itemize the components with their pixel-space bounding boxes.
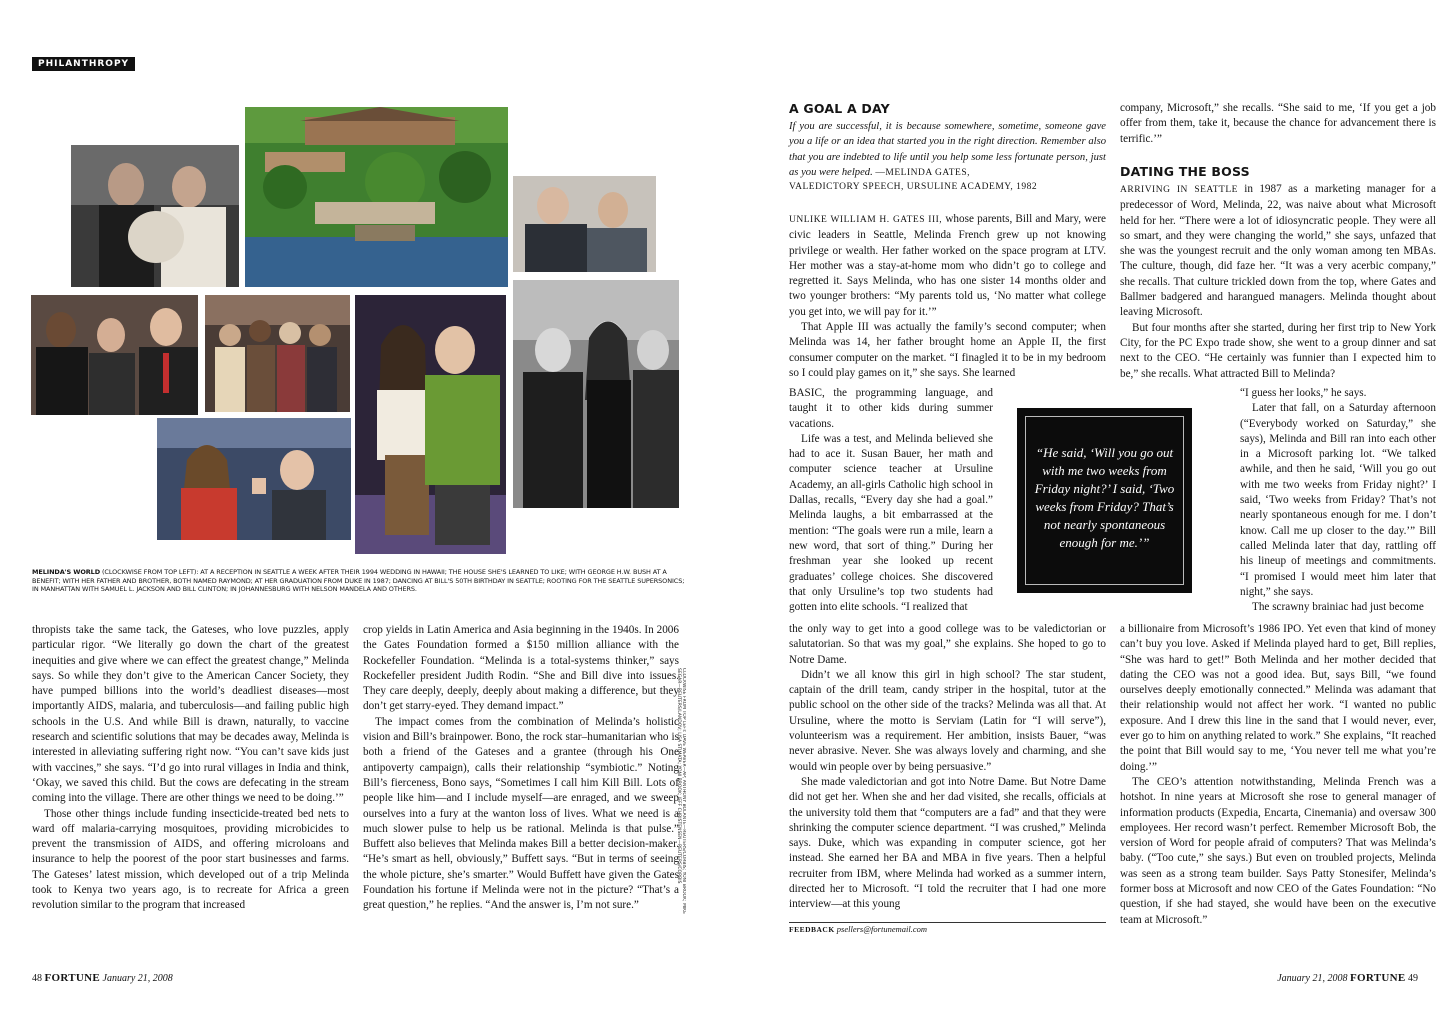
- goal-attribution: —MELINDA GATES,: [875, 167, 970, 178]
- paragraph-text: The scrawny brainiac had just become: [1252, 601, 1424, 614]
- paragraph-text: Those other things include funding insecticide-treated bed nets to ward off malaria-carrying mosquitoes, providing microbicides to prevent the transmission of AIDS, and offering microloans and insurance to help the poorest of the poor start businesses and farms. The Gateses’ latest mission, which developed out of a trip Melinda took to Kenya two years ago, is to recreate for Africa a green revolution similar to the program that increased: [32, 807, 349, 912]
- feedback-label: FEEDBACK: [789, 925, 835, 934]
- caption-lead: MELINDA'S WORLD: [32, 568, 101, 576]
- paragraph-text: company, Microsoft,” she recalls. “She said to me, ‘If you get a job offer from them, take it, because the chance for advancement there is terrific.’”: [1120, 102, 1436, 145]
- photo-credit: CLOCKWISE FROM TOP LEFT: DAVE WEAVER—AP; ANTHONY BOLANTE—REUTERS/CORBIS; YONI BROOK; MIKE SEGAR—REUTERS/LANDOV; LISA STIMATA; YONI BROOK; JEFF CHRISTENSEN—REUTERS/CORBIS: [676, 668, 686, 914]
- paragraph: [1240, 401, 1436, 600]
- folio-left-date: January 21, 2008: [102, 973, 173, 984]
- photo-father-brother-graduation-art: [513, 280, 679, 508]
- feedback-rule: [789, 922, 1106, 923]
- folio-right-date: January 21, 2008: [1277, 973, 1348, 984]
- paragraph: [789, 212, 1106, 320]
- paragraph-text: thropists take the same tack, the Gateses, who love puzzles, apply particular rigor. “We literally go down the chart of the greatest inequities and give where we can effect the greatest change,” Melinda says. So while they don’t give to the American Cancer Society, they have pumped billions into the world’s deadliest diseases—most importantly AIDS, malaria, and tuberculosis—and failing public high schools in the U.S. And while Bill is drawn, naturally, to vaccine research and scientific solutions that may be decades away, Melinda is interested in alleviating suffering right now. “You can’t save kids just with vaccines,” she says. “I’d go into rural villages in India and think, ‘Okay, we saved this child. But the cows are defecating in the stream coming into the village. There are other things we need to be doing.’”: [32, 624, 349, 805]
- photo-wedding-reception: [71, 145, 239, 287]
- photo-jackson-clinton: [31, 295, 198, 415]
- paragraph-text: crop yields in Latin America and Asia beginning in the 1940s. In 2006 the Gates Foundation formed a $150 million alliance with the Rockefeller Foundation. “Melinda is a total-systems thinker,” says Rockefeller president Judith Rodin. “She and Bill dive into issues. They care deeply, deeply, deeply about making a difference, but they don’t get starry-eyed. They demand impact.”: [363, 624, 679, 713]
- right-column-2-bottom: [1120, 622, 1436, 940]
- paragraph-lead-in: UNLIKE WILLIAM H. GATES III,: [789, 215, 943, 225]
- paragraph-text: Life was a test, and Melinda believed she had to ace it. Susan Bauer, her math and computer science teacher at Ursuline Academy, an all-girls Catholic high school in Dallas, recalls, “Every day she had a goal.” Melinda laughs, a bit embarrassed at the mention: “The goals were run a mile, learn a new word, that sort of thing.” During her freshman year she looked up recent graduates’ college choices. She discovered that only Ursuline’s top two students had gotten into elite schools. “I realized that: [789, 432, 993, 614]
- paragraph-text: Didn’t we all know this girl in high school? The star student, captain of the drill team, candy striper in the hospital, tutor at the public school on the other side of the tracks? Melinda was all that. At Ursuline, where the motto is Serviam (Latin for “I will serve”), volunteerism was a requirement. Her ambition, insists Bauer, “was never abrasive. Never. She was always lovely and charming, and she would win people over by being persuasive.”: [789, 668, 1106, 773]
- paragraph: [1120, 182, 1436, 321]
- feedback-email[interactable]: psellers@fortunemail.com: [836, 924, 928, 934]
- dating-heading: DATING THE BOSS: [1120, 164, 1250, 179]
- right-column-1-top: [789, 212, 1106, 398]
- paragraph: [1120, 622, 1436, 775]
- photo-seattle-supersonics: [157, 418, 351, 540]
- paragraph: [1120, 101, 1436, 147]
- photo-father-brother-graduation: [513, 280, 679, 508]
- photo-jackson-clinton-art: [31, 295, 198, 415]
- paragraph: [363, 715, 679, 914]
- photo-dancing-birthday-art: [355, 295, 506, 554]
- paragraph: [1120, 775, 1436, 928]
- photo-lakeside-house: [245, 107, 508, 287]
- goal-source: VALEDICTORY SPEECH, URSULINE ACADEMY, 1982: [789, 182, 1038, 193]
- paragraph-text: a billionaire from Microsoft’s 1986 IPO. Yet even that kind of money can’t buy you love. Asked if Melinda played hard to get, Bill replies, “She was hard to get!” Both Melinda and her mother decided that dating the CEO was not a good idea. But, says Bill, “we found ourselves deeply emotionally connected.” Melinda was adamant that their relationship would not affect her work. “I wanted no public exposure. And I drew this line in the sand that I would never, ever, ever go to him on anything related to work.” She explains, “It reached the point that Bill would say to me, ‘You never tell me what you’re doing.’”: [1120, 623, 1436, 773]
- left-column-2: [363, 623, 679, 935]
- paragraph: [1240, 600, 1436, 615]
- goal-quote: If you are successful, it is because somewhere, sometime, someone gave you a life or an idea that started you in the right direction. Remember also that you are indebted to life until you help some less fortunate person, just as you were helped.: [789, 121, 1106, 178]
- paragraph-text: BASIC, the programming language, and taught it to other kids during summer vacations.: [789, 387, 993, 430]
- paragraph: [789, 775, 1106, 913]
- paragraph: [789, 320, 1106, 381]
- paragraph-text: in 1987 as a marketing manager for a predecessor of Word, Melinda, 22, was naive about what Microsoft held for her. “There were a lot of idiosyncratic people. They were all so smart, and they were changing the world,” she says, unfazed that she was the youngest recruit and the only woman among ten MBAs. The culture, though, did faze her. “It was a very acerbic company,” she recalls. That culture trickled down from the top, where Gates and Ballmer badgered and harangued managers. Melinda thought about leaving Microsoft.: [1120, 183, 1436, 319]
- right-column-1-narrow: [789, 386, 993, 622]
- paragraph: [1240, 386, 1436, 401]
- paragraph-text: She made valedictorian and got into Notre Dame. But Notre Dame did not get her. When she and her dad visited, she recalls, officials at the university told them that “computers are a fad” and that they were shrinking the computer science department. “I was crushed,” Melinda says. Duke, which was expanding in computer science, got her instead. She earned her BA and MBA in five years. Then a helpful recruiter from IBM, where Melinda had worked as a summer intern, directed her to Microsoft. “I told the recruiter that I had one more interview—at this young: [789, 775, 1106, 911]
- photo-mandela-johannesburg: [205, 295, 350, 412]
- paragraph: [363, 623, 679, 715]
- photo-mandela-johannesburg-art: [205, 295, 350, 412]
- paragraph-text: whose parents, Bill and Mary, were civic leaders in Seattle, Melinda French grew up not knowing privilege or wealth. Her father worked on the space program at LTV. Her mother was a stay-at-home mom who didn’t go to college and regretted it. Says Melinda, who has one sister 14 months older and two younger brothers: “My parents told us, ‘No matter what college you get into, we will pay for it.’”: [789, 213, 1106, 318]
- goal-sidebar: [789, 101, 1106, 192]
- caption-text: (CLOCKWISE FROM TOP LEFT): AT A RECEPTION IN SEATTLE A WEEK AFTER THEIR 1994 WEDDING IN HAWAII; THE HOUSE SHE'S LEARNED TO LIKE; WITH GEORGE H.W. BUSH AT A BENEFIT; WITH HER FATHER AND BROTHER, BOTH NAMED RAYMOND; AT HER GRADUATION FROM DUKE IN 1987; DANCING AT BILL'S 50TH BIRTHDAY IN SEATTLE; ROOTING FOR THE SEATTLE SUPERSONICS; IN MANHATTAN WITH SAMUEL L. JACKSON AND BILL CLINTON; IN JOHANNESBURG WITH NELSON MANDELA AND OTHERS.: [32, 568, 685, 593]
- pull-quote-box: [1017, 408, 1192, 593]
- paragraph-text: The CEO’s attention notwithstanding, Melinda French was a hotshot. In nine years at Microsoft she rose to general manager of information products (Expedia, Encarta, Cinemania) and oversaw 300 employees. Her record wasn’t perfect. Remember Microsoft Bob, the version of Word for people afraid of computers? That was Melinda’s baby. (“Too cute,” she says.) But even on troubled projects, Melinda was seen as a strong team builder. Says Patty Stonesifer, Melinda’s former boss at Microsoft and now CEO of the Gates Foundation: “No question, if she had stayed, she would have been on the executive team at Microsoft.”: [1120, 775, 1436, 926]
- paragraph-lead-in: ARRIVING IN SEATTLE: [1120, 185, 1238, 195]
- left-column-1: [32, 623, 349, 935]
- paragraph: [32, 623, 349, 807]
- goal-quote-block: [789, 119, 1106, 181]
- goal-heading: A GOAL A DAY: [789, 101, 890, 116]
- paragraph: [32, 807, 349, 914]
- right-column-2-narrow: [1240, 386, 1436, 622]
- folio-left-page: 48: [32, 973, 42, 984]
- section-label: PHILANTHROPY: [32, 57, 135, 71]
- paragraph-text: But four months after she started, during her first trip to New York City, for the PC Expo trade show, she went to a group dinner and sat next to the CEO. “He certainly was funnier than I expected him to be,” she recalls. What attracted Bill to Melinda?: [1120, 321, 1436, 380]
- paragraph-text: That Apple III was actually the family’s second computer; when Melinda was 14, her father brought home an Apple II, the first consumer computer on the market. “I finagled it to be in my bedroom so I could play games on it,” she says. She learned: [789, 321, 1106, 379]
- photo-seattle-supersonics-art: [157, 418, 351, 540]
- paragraph-text: Later that fall, on a Saturday afternoon (“Everybody worked on Saturday,” she says), Melinda and Bill ran into each other in a Microsoft parking lot. “We talked awhile, and then he said, ‘Will you go out with me two weeks from Friday night?’ I said, ‘Two weeks from Friday? That’s not nearly spontaneous enough for me. I don’t know. Call me up closer to the day.’” Bill called Melinda later that day, rattling off his lineup of meetings and commitments. “I promised I would meet him later that night,” she says.: [1240, 402, 1436, 598]
- feedback-line: [789, 924, 927, 934]
- folio-left: [32, 972, 173, 984]
- right-column-1-bottom: [789, 622, 1106, 922]
- right-column-2-middle: [1120, 182, 1436, 386]
- paragraph: [1120, 321, 1436, 382]
- paragraph: [789, 668, 1106, 775]
- paragraph: [789, 432, 993, 616]
- pull-quote-text: “He said, ‘Will you go out with me two weeks from Friday night?’ I said, ‘Two weeks from Friday? That’s not nearly spontaneous enough for me.’”: [1034, 445, 1175, 550]
- folio-right-page: 49: [1408, 973, 1418, 984]
- folio-right-brand: FORTUNE: [1350, 972, 1406, 984]
- paragraph-text: the only way to get into a good college was to be valedictorian or salutatorian. So that was my goal,” she explains. She hoped to go to Notre Dame.: [789, 623, 1106, 666]
- photo-bush-benefit: [513, 176, 656, 272]
- photo-bush-benefit-art: [513, 176, 656, 272]
- photo-lakeside-house-art: [245, 107, 508, 287]
- right-column-2-top: [1120, 101, 1436, 151]
- paragraph: [789, 622, 1106, 668]
- paragraph: [789, 386, 993, 432]
- photo-dancing-birthday: [355, 295, 506, 554]
- paragraph-text: “I guess her looks,” he says.: [1240, 387, 1367, 399]
- photo-caption: [32, 568, 686, 594]
- paragraph-text: The impact comes from the combination of Melinda’s holistic vision and Bill’s brainpower. Bono, the rock star–humanitarian who is both a friend of the Gateses and a grantee (through his One antipoverty campaign), calls their relationship “symbiotic.” Noting Bill’s fierceness, Bono says, “Sometimes I call him Kill Bill. Lots of people like him—and I include myself—are enraged, and we sweep ourselves into a fury at the wanton loss of lives. What we need is a much slower pulse to help us be rational. Melinda is that pulse.” Buffett also believes that Melinda makes Bill a better decision-maker. “He’s smart as hell, obviously,” Buffett says. “But in terms of seeing the whole picture, she’s smarter.” Would Buffett have given the Gates Foundation his fortune if Melinda were not in the picture? “That’s a great question,” he replies. “And the answer is, I’m not sure.”: [363, 715, 679, 912]
- folio-left-brand: FORTUNE: [44, 972, 100, 984]
- photo-wedding-reception-art: [71, 145, 239, 287]
- folio-right: [1277, 972, 1418, 984]
